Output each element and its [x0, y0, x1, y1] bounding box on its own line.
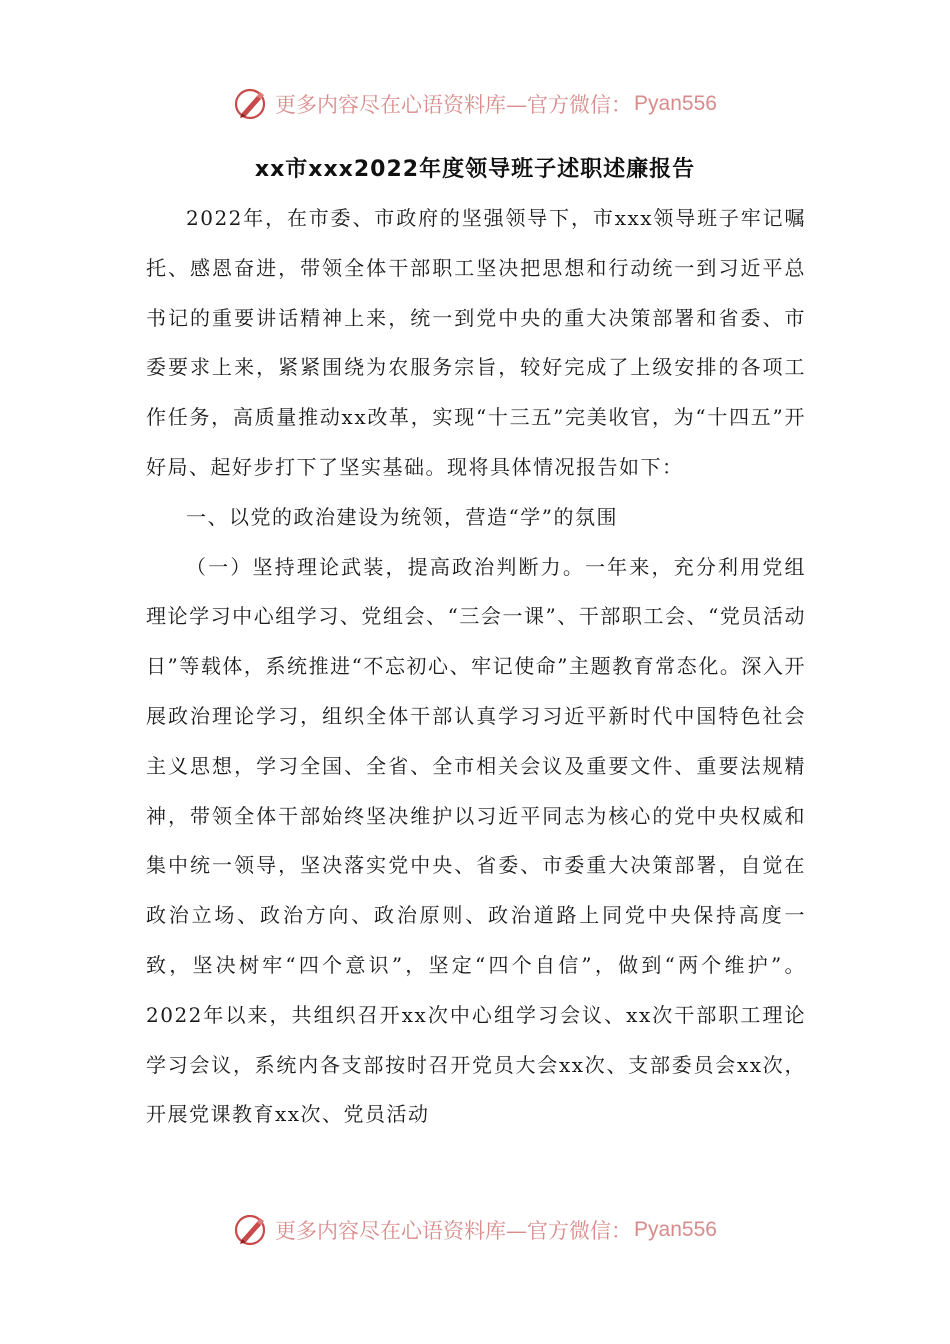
watermark-handle: Pyan556	[634, 1218, 717, 1241]
watermark-header	[0, 84, 950, 124]
document-title: xx市xxx2022年度领导班子述职述廉报告	[254, 157, 696, 182]
pen-logo-icon	[233, 1212, 269, 1248]
watermark-text: 更多内容尽在心语资料库—官方微信：	[275, 1219, 633, 1243]
section-heading-1: 一、以党的政治建设为统领，营造“学”的氛围	[186, 504, 618, 529]
paragraph-intro: 2022年，在市委、市政府的坚强领导下，市xxx领导班子牢记嘱托、感恩奋进，带领全体干部职工坚决把思想和行动统一到习近平总书记的重要讲话精神上来，统一到党中央的重大决策部署和省委、市委要求上来，紧紧围绕为农服务宗旨，较好完成了上级安排的各项工作任务，高质量推动xx改革，实现“十三五”完美收官，为“十四五”开好局、起好步打下了坚实基础。现将具体情况报告如下：	[146, 206, 806, 479]
document-body	[146, 194, 806, 1140]
pen-logo-icon	[233, 86, 269, 122]
watermark-handle: Pyan556	[634, 92, 717, 115]
watermark-text: 更多内容尽在心语资料库—官方微信：	[275, 93, 633, 117]
watermark-footer	[0, 1210, 950, 1250]
paragraph-theory: （一）坚持理论武装，提高政治判断力。一年来，充分利用党组理论学习中心组学习、党组会、“三会一课”、干部职工会、“党员活动日”等载体，系统推进“不忘初心、牢记使命”主题教育常态化。深入开展政治理论学习，组织全体干部认真学习习近平新时代中国特色社会主义思想，学习全国、全省、全市相关会议及重要文件、重要法规精神，带领全体干部始终坚决维护以习近平同志为核心的党中央权威和集中统一领导，坚决落实党中央、省委、市委重大决策部署，自觉在政治立场、政治方向、政治原则、政治道路上同党中央保持高度一致，坚决树牢“四个意识”，坚定“四个自信”，做到“两个维护”。2022年以来，共组织召开xx次中心组学习会议、xx次干部职工理论学习会议，系统内各支部按时召开党员大会xx次、支部委员会xx次，开展党课教育xx次、党员活动	[146, 554, 806, 1127]
